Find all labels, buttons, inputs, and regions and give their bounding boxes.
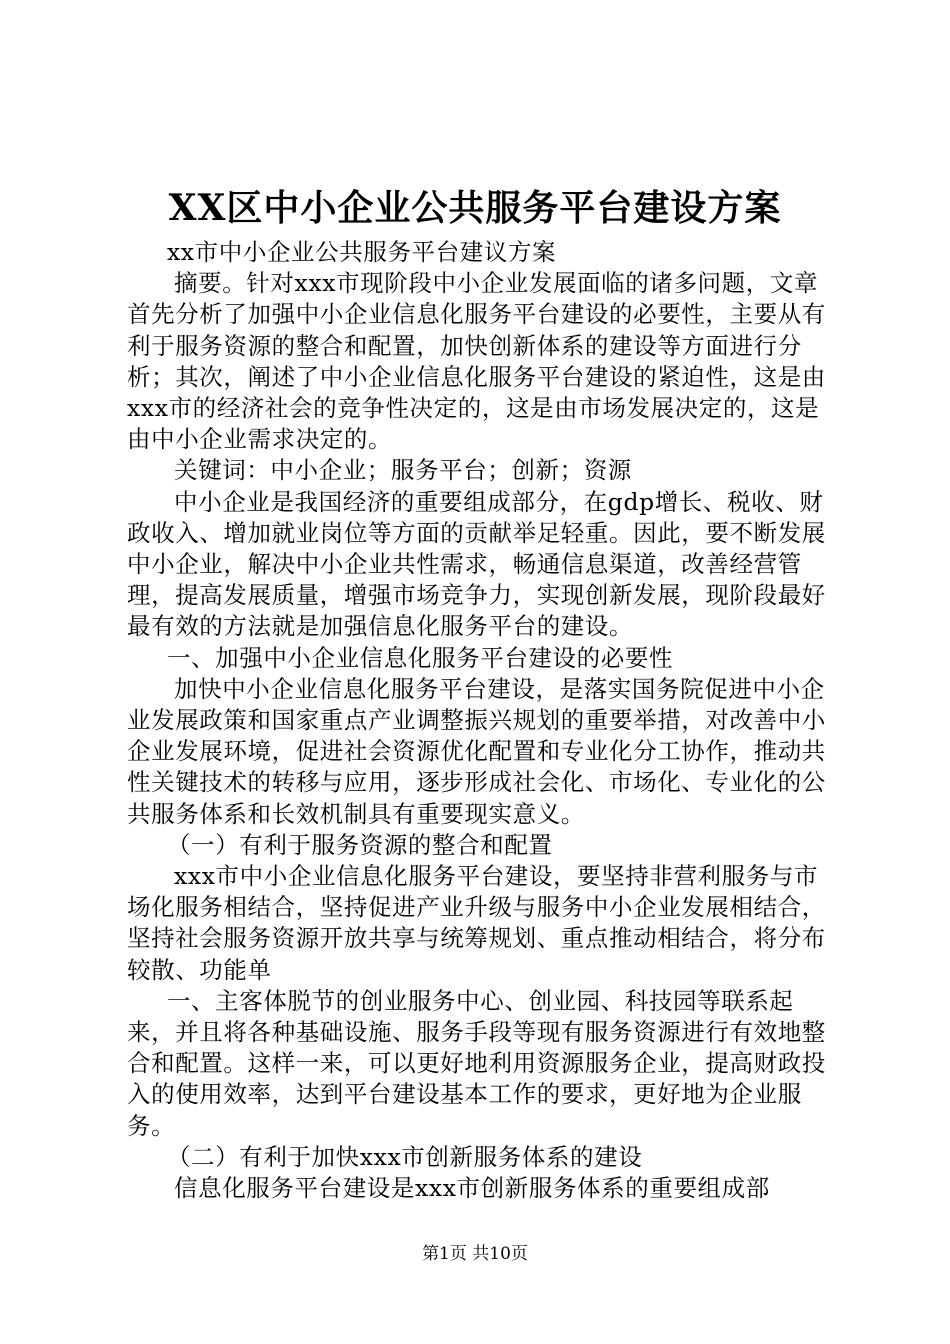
page-number-footer: 第1页 共10页	[422, 1244, 528, 1264]
subsection-heading-2: （二）有利于加快xxx市创新服务体系的建设	[166, 1142, 643, 1171]
body-paragraph: xxx市中小企业信息化服务平台建设，要坚持非营利服务与市场化服务相结合，坚持促进产业升级与服务中小企业发展相结合，坚持社会服务资源开放共享与统筹规划、重点推动相结合，将分布较散、功能单	[127, 862, 826, 984]
keywords-paragraph: 关键词：中小企业；服务平台；创新；资源	[174, 456, 632, 485]
document-title: XX区中小企业公共服务平台建设方案	[168, 187, 782, 229]
section-heading-1: 一、加强中小企业信息化服务平台建设的必要性	[166, 643, 674, 672]
subsection-heading-1: （一）有利于服务资源的整合和配置	[166, 830, 553, 859]
body-paragraph: 信息化服务平台建设是xxx市创新服务体系的重要组成部	[174, 1174, 770, 1203]
intro-paragraph: 中小企业是我国经济的重要组成部分，在gdp增长、税收、财政收入、增加就业岗位等方面的贡献举足轻重。因此，要不断发展中小企业，解决中小企业共性需求，畅通信息渠道，改善经营管理，提高发展质量，增强市场竞争力，实现创新发展，现阶段最好最有效的方法就是加强信息化服务平台的建设。	[127, 487, 826, 641]
body-paragraph: 一、主客体脱节的创业服务中心、创业园、科技园等联系起来，并且将各种基础设施、服务手段等现有服务资源进行有效地整合和配置。这样一来，可以更好地利用资源服务企业，提高财政投入的使用效率，达到平台建设基本工作的要求，更好地为企业服务。	[127, 986, 826, 1140]
document-body	[127, 237, 832, 1204]
subtitle-paragraph: xx市中小企业公共服务平台建议方案	[166, 238, 557, 266]
abstract-paragraph: 摘要。针对xxx市现阶段中小企业发展面临的诸多问题，文章首先分析了加强中小企业信息化服务平台建设的必要性，主要从有利于服务资源的整合和配置，加快创新体系的建设等方面进行分析；其次，阐述了中小企业信息化服务平台建设的紧迫性，这是由xxx市的经济社会的竞争性决定的，这是由市场发展决定的，这是由中小企业需求决定的。	[127, 269, 826, 454]
body-paragraph: 加快中小企业信息化服务平台建设，是落实国务院促进中小企业发展政策和国家重点产业调整振兴规划的重要举措，对改善中小企业发展环境，促进社会资源优化配置和专业化分工协作，推动共性关键技术的转移与应用，逐步形成社会化、市场化、专业化的公共服务体系和长效机制具有重要现实意义。	[127, 674, 826, 828]
